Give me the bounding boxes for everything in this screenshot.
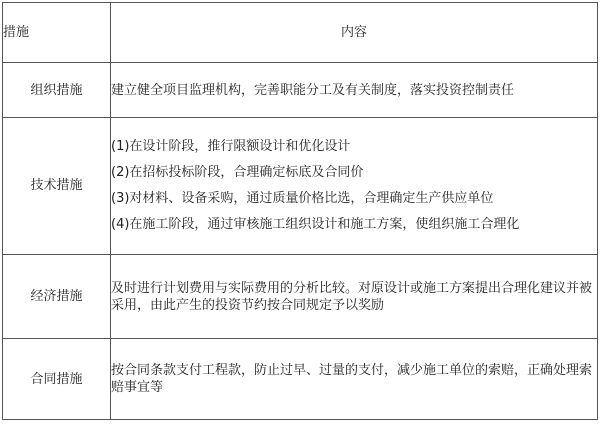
content-text-contract: 按合同条款支付工程款，防止过早、过量的支付，减少施工单位的索赔，正确处理索赔事宜等 — [111, 363, 593, 396]
content-cell-economic — [111, 254, 598, 339]
content-cell-technical — [111, 117, 598, 254]
table-header-row — [3, 3, 598, 63]
table-row-organization — [3, 63, 598, 117]
measure-label-technical: 技术措施 — [30, 178, 83, 194]
content-cell-organization — [111, 63, 598, 117]
measure-label-contract: 合同措施 — [30, 371, 83, 387]
header-content-label: 内容 — [340, 25, 367, 41]
measure-cell-technical — [3, 117, 111, 254]
technical-item-2: (2)在招标投标阶段，合理确定标底及合同价 — [111, 164, 364, 180]
table-row-contract — [3, 339, 598, 420]
measure-label-economic: 经济措施 — [30, 289, 83, 305]
measure-label-organization: 组织措施 — [30, 82, 83, 98]
header-measure-label: 措施 — [3, 25, 30, 41]
header-measure-cell — [3, 3, 111, 63]
technical-item-1: (1)在设计阶段，推行限额设计和优化设计 — [111, 138, 351, 154]
table-row-technical — [3, 117, 598, 254]
measure-cell-economic — [3, 254, 111, 339]
technical-item-4: (4)在施工阶段，通过审核施工组织设计和施工方案，使组织施工合理化 — [111, 216, 520, 232]
table-row-economic — [3, 254, 598, 339]
measure-cell-organization — [3, 63, 111, 117]
technical-item-3: (3)对材料、设备采购，通过质量价格比选，合理确定生产供应单位 — [111, 190, 494, 206]
content-text-organization: 建立健全项目监理机构，完善职能分工及有关制度，落实投资控制责任 — [111, 82, 515, 98]
header-content-cell — [111, 3, 598, 63]
measure-cell-contract — [3, 339, 111, 420]
content-text-economic: 及时进行计划费用与实际费用的分析比较。对原设计或施工方案提出合理化建议并被采用，由此产生的投资节约按合同规定予以奖励 — [111, 280, 593, 313]
content-cell-contract — [111, 339, 598, 420]
measures-table — [2, 2, 598, 420]
